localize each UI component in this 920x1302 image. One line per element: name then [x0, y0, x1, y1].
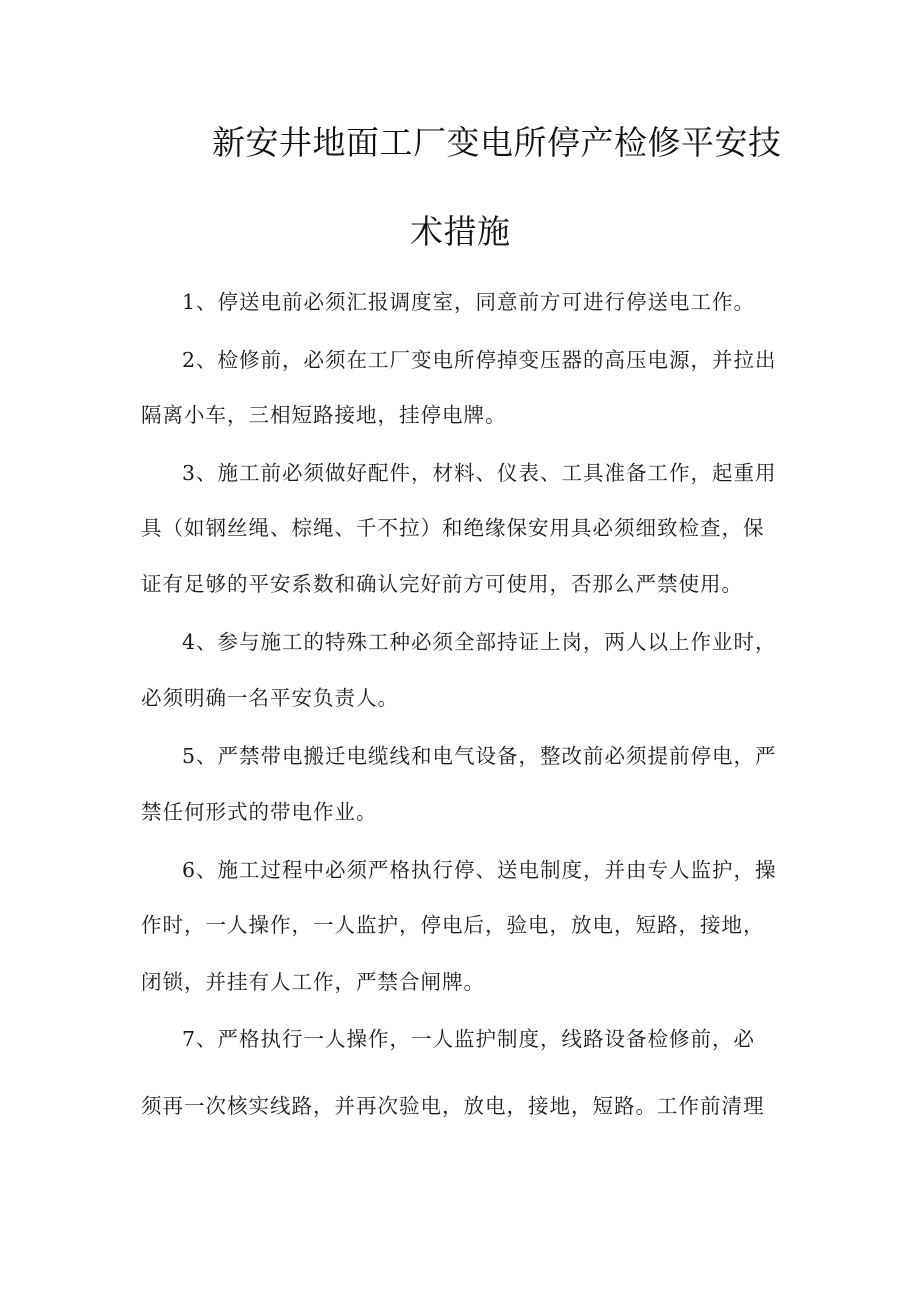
- paragraph-5-line-2: 禁任何形式的带电作业。: [141, 800, 378, 824]
- paragraph-6-line-1: 6、施工过程中必须严格执行停、送电制度，并由专人监护，操: [182, 858, 777, 882]
- paragraph-7-line-1: 7、严格执行一人操作，一人监护制度，线路设备检修前，必: [182, 1027, 756, 1051]
- paragraph-3-line-3: 证有足够的平安系数和确认完好前方可使用，否那么严禁使用。: [141, 572, 743, 596]
- paragraph-4-line-2: 必须明确一名平安负责人。: [141, 686, 399, 710]
- document-title-line-1: 新安井地面工厂变电所停产检修平安技: [212, 123, 782, 162]
- paragraph-2-line-2: 隔离小车，三相短路接地，挂停电牌。: [141, 403, 507, 427]
- document-title-line-2: 术措施: [410, 212, 511, 251]
- paragraph-1-line-1: 1、停送电前必须汇报调度室，同意前方可进行停送电工作。: [182, 290, 756, 314]
- paragraph-3-line-1: 3、施工前必须做好配件，材料、仪表、工具准备工作，起重用: [182, 461, 777, 485]
- paragraph-6-line-2: 作时，一人操作，一人监护，停电后，验电，放电，短路，接地，: [141, 913, 765, 937]
- paragraph-4-line-1: 4、参与施工的特殊工种必须全部持证上岗，两人以上作业时，: [182, 630, 777, 654]
- paragraph-5-line-1: 5、严禁带电搬迁电缆线和电气设备，整改前必须提前停电，严: [182, 744, 777, 768]
- paragraph-3-line-2: 具（如钢丝绳、棕绳、千不拉）和绝缘保安用具必须细致检查，保: [141, 516, 765, 540]
- paragraph-7-line-2: 须再一次核实线路，并再次验电，放电，接地，短路。工作前清理: [141, 1094, 765, 1118]
- paragraph-6-line-3: 闭锁，并挂有人工作，严禁合闸牌。: [141, 970, 485, 994]
- paragraph-2-line-1: 2、检修前，必须在工厂变电所停掉变压器的高压电源，并拉出: [182, 348, 777, 372]
